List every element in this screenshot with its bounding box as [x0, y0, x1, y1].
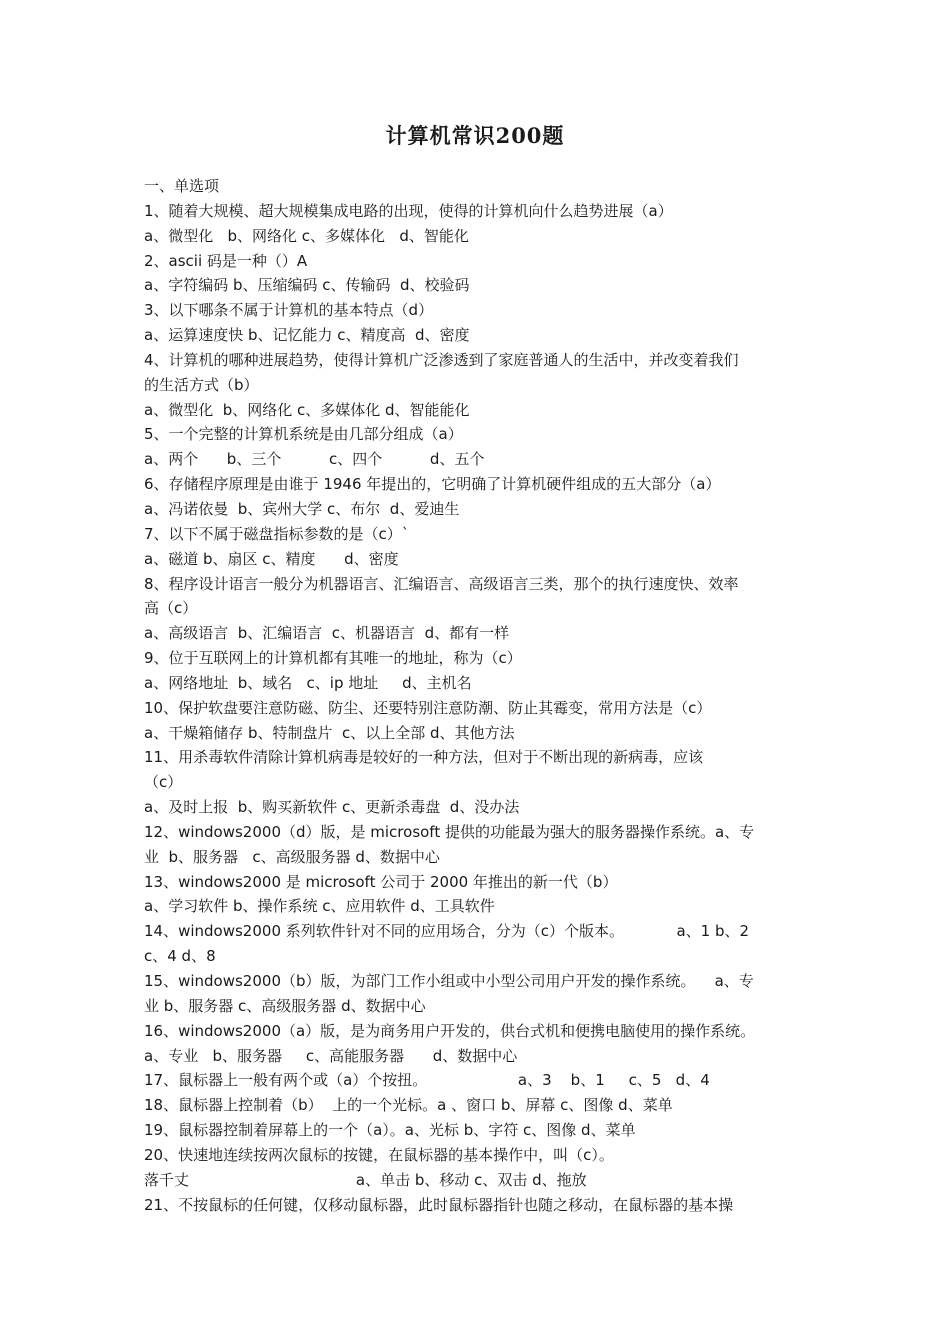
text-line: 的生活方式（b） [144, 375, 259, 394]
text-line: a、学习软件 b、操作系统 c、应用软件 d、工具软件 [144, 897, 495, 916]
text-line: 6、存储程序原理是由谁于 1946 年提出的，它明确了计算机硬件组成的五大部分（a） [144, 475, 721, 494]
text-line: 19、鼠标器控制着屏幕上的一个（a）。a、光标 b、字符 c、图像 d、菜单 [144, 1121, 636, 1140]
text-line: a、运算速度快 b、记忆能力 c、精度高 d、密度 [144, 326, 470, 345]
text-line: 8、程序设计语言一般分为机器语言、汇编语言、高级语言三类，那个的执行速度快、效率 [144, 574, 739, 593]
text-line: 2、ascii 码是一种（）A [144, 251, 308, 270]
text-line: 15、windows2000（b）版，为部门工作小组或中小型公司用户开发的操作系统。 a、专 [144, 972, 754, 990]
text-line: （c） [144, 773, 183, 792]
text-line: 1、随着大规模、超大规模集成电路的出现，使得的计算机向什么趋势进展（a） [144, 201, 673, 220]
text-line: 11、用杀毒软件清除计算机病毒是较好的一种方法，但对于不断出现的新病毒，应该 [144, 748, 704, 767]
text-line: 9、位于互联网上的计算机都有其唯一的地址，称为（c） [144, 649, 522, 668]
text-line: 业 b、服务器 c、高级服务器 d、数据中心 [144, 996, 426, 1015]
text-line: c、4 d、8 [144, 947, 216, 966]
text-line: a、及时上报 b、购买新软件 c、更新杀毒盘 d、没办法 [144, 798, 520, 817]
document-body [144, 174, 810, 1217]
text-line: 落千丈 a、单击 b、移动 c、双击 d、拖放 [144, 1170, 587, 1189]
text-line: a、字符编码 b、压缩编码 c、传输码 d、校验码 [144, 276, 470, 295]
text-line: a、微型化 b、网络化 c、多媒体化 d、智能能化 [144, 400, 470, 419]
text-line: 12、windows2000（d）版，是 microsoft 提供的功能最为强大的服务器操作系统。a、专 [144, 822, 755, 841]
text-line: 14、windows2000 系列软件针对不同的应用场合，分为（c）个版本。 a、1 b、2 [144, 922, 750, 941]
text-line: 4、计算机的哪种进展趋势，使得计算机广泛渗透到了家庭普通人的生活中，并改变着我们 [144, 350, 739, 369]
text-line: a、磁道 b、扇区 c、精度 d、密度 [144, 549, 399, 568]
text-line: 17、鼠标器上一般有两个或（a）个按扭。 a、3 b、1 c、5 d、4 [144, 1071, 710, 1090]
text-line: 13、windows2000 是 microsoft 公司于 2000 年推出的新一代（b） [144, 872, 618, 891]
text-line: 20、快速地连续按两次鼠标的按键，在鼠标器的基本操作中，叫（c）。 [144, 1145, 614, 1164]
document-title: 计算机常识200题 [385, 123, 565, 148]
text-line: a、网络地址 b、域名 c、ip 地址 d、主机名 [144, 673, 472, 692]
text-line: 7、以下不属于磁盘指标参数的是（c）` [144, 524, 410, 543]
text-line: 21、不按鼠标的任何键，仅移动鼠标器，此时鼠标器指针也随之移动，在鼠标器的基本操 [144, 1195, 734, 1214]
text-line: 高（c） [144, 599, 198, 618]
text-line: 10、保护软盘要注意防磁、防尘、还要特别注意防潮、防止其霉变，常用方法是（c） [144, 698, 712, 717]
text-line: 业 b、服务器 c、高级服务器 d、数据中心 [144, 847, 440, 866]
text-line: a、微型化 b、网络化 c、多媒体化 d、智能化 [144, 226, 469, 245]
text-line: 16、windows2000（a）版，是为商务用户开发的，供台式机和便携电脑使用的操作系统。 [144, 1021, 756, 1040]
text-line: 一、单选项 [144, 177, 220, 195]
text-line: a、干燥箱储存 b、特制盘片 c、以上全部 d、其他方法 [144, 723, 515, 742]
text-line: a、专业 b、服务器 c、高能服务器 d、数据中心 [144, 1046, 518, 1065]
text-line: a、冯诺依曼 b、宾州大学 c、布尔 d、爱迪生 [144, 499, 460, 518]
text-line: 3、以下哪条不属于计算机的基本特点（d） [144, 301, 434, 320]
text-line: 18、鼠标器上控制着（b） 上的一个光标。a 、窗口 b、屏幕 c、图像 d、菜单 [144, 1096, 673, 1115]
text-line: a、两个 b、三个 c、四个 d、五个 [144, 450, 485, 469]
text-line: 5、一个完整的计算机系统是由几部分组成（a） [144, 425, 463, 444]
text-line: a、高级语言 b、汇编语言 c、机器语言 d、都有一样 [144, 624, 510, 643]
